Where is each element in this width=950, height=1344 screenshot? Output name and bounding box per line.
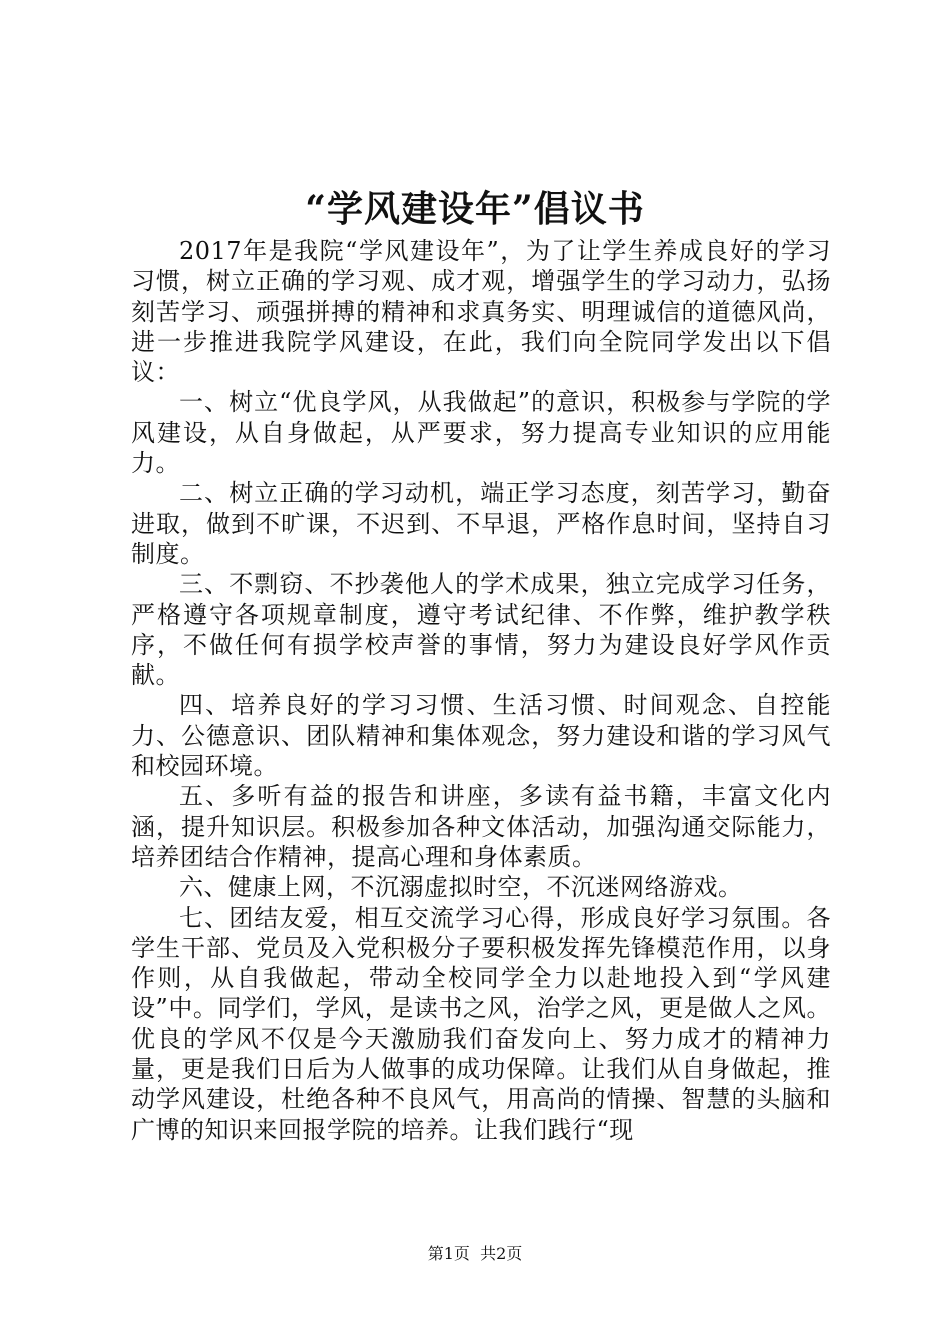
paragraph-item-1: 一、树立“优良学风，从我做起”的意识，积极参与学院的学风建设，从自身做起，从严要求，努力提高专业知识的应用能力。	[131, 388, 831, 478]
paragraph-item-5: 五、多听有益的报告和讲座，多读有益书籍，丰富文化内涵，提升知识层。积极参加各种文体活动，加强沟通交际能力，培养团结合作精神，提高心理和身体素质。	[131, 782, 831, 871]
paragraph-item-7: 七、团结友爱，相互交流学习心得，形成良好学习氛围。各学生干部、党员及入党积极分子要积极发挥先锋模范作用，以身作则，从自我做起，带动全校同学全力以赴地投入到“学风建设”中。同学们，学风，是读书之风，治学之风，更是做人之风。优良的学风不仅是今天激励我们奋发向上、努力成才的精神力量，更是我们日后为人做事的成功保障。让我们从自身做起，推动学风建设，杜绝各种不良风气，用高尚的情操、智慧的头脑和广博的知识来回报学院的培养。让我们践行“现	[131, 903, 831, 1144]
paragraph-intro: 2017年是我院“学风建设年”，为了让学生养成良好的学习习惯，树立正确的学习观、成才观，增强学生的学习动力，弘扬刻苦学习、顽强拼搏的精神和求真务实、明理诚信的道德风尚，进一步推进我院学风建设，在此，我们向全院同学发出以下倡议：	[131, 237, 831, 387]
paragraph-item-3: 三、不剽窃、不抄袭他人的学术成果，独立完成学习任务，严格遵守各项规章制度，遵守考试纪律、不作弊，维护教学秩序，不做任何有损学校声誉的事情，努力为建设良好学风作贡献。	[131, 570, 831, 690]
page-number-footer: 第1页 共2页	[427, 1244, 523, 1263]
paragraph-item-2: 二、树立正确的学习动机，端正学习态度，刻苦学习，勤奋进取，做到不旷课，不迟到、不早退，严格作息时间，坚持自习制度。	[131, 479, 831, 568]
paragraph-item-4: 四、培养良好的学习习惯、生活习惯、时间观念、自控能力、公德意识、团队精神和集体观念，努力建设和谐的学习风气和校园环境。	[131, 691, 831, 781]
document-title: “学风建设年”倡议书	[305, 188, 645, 230]
paragraph-item-6: 六、健康上网，不沉溺虚拟时空，不沉迷网络游戏。	[179, 873, 743, 902]
document-body	[131, 236, 831, 1145]
